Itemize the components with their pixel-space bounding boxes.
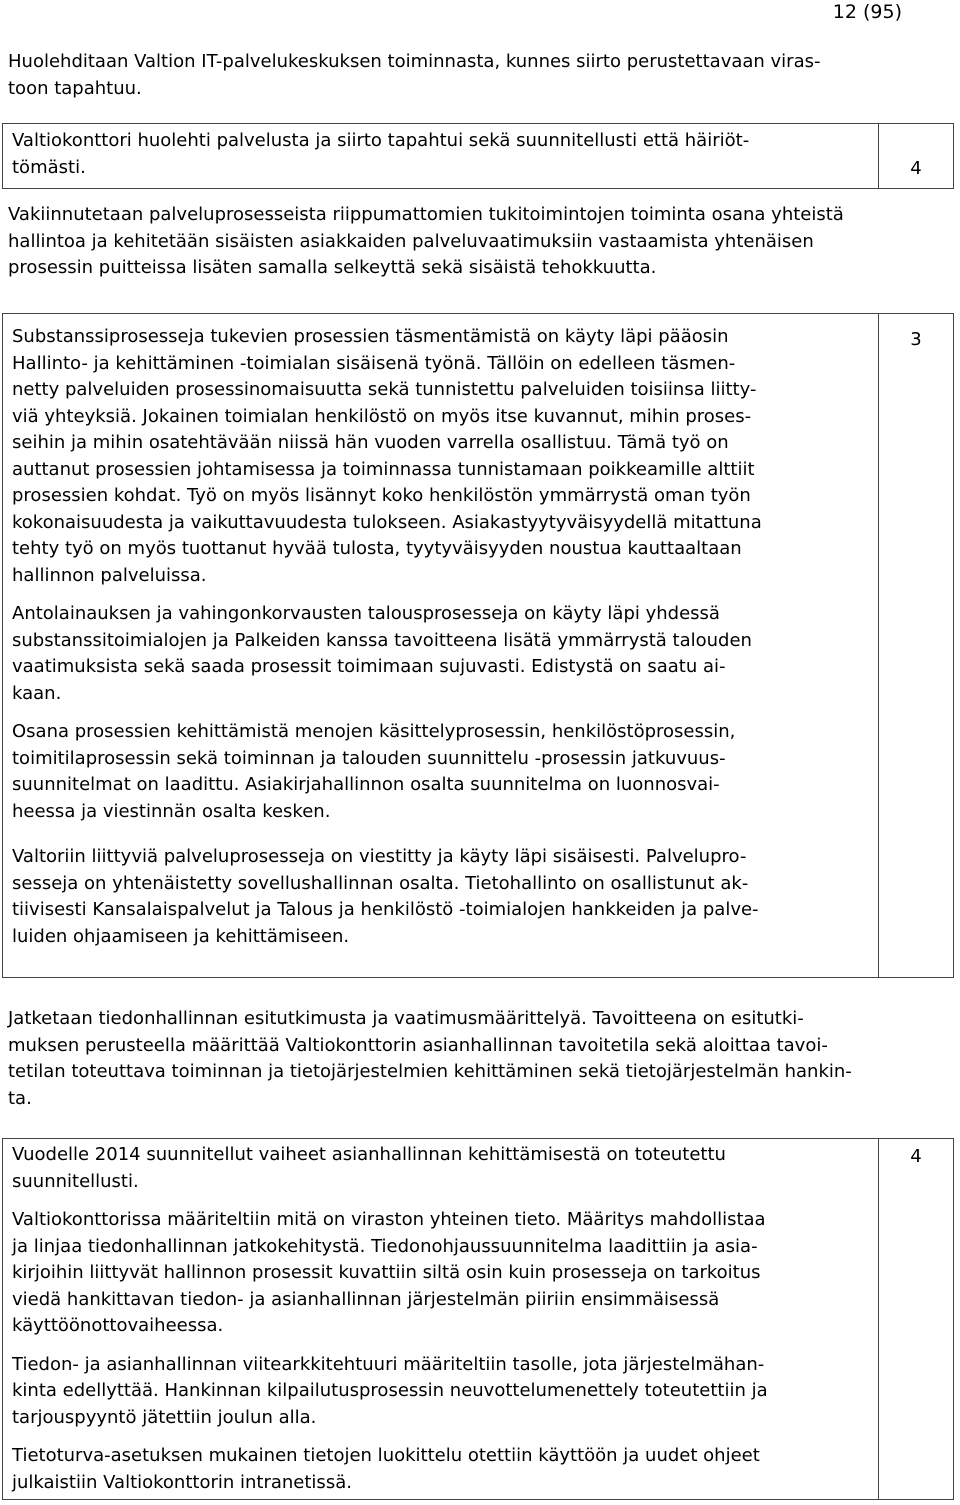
score-value: 3 — [910, 329, 922, 350]
goal-line: tetilan toteuttava toiminnan ja tietojärjestelmien kehittäminen sekä tietojärjestelmän hankin- — [8, 1061, 852, 1082]
text-line: Valtoriin liittyviä palveluprosesseja on viestitty ja käyty läpi sisäisesti. Palvelupro- — [12, 846, 747, 867]
text-line: viä yhteyksiä. Jokainen toimialan henkilöstö on myös itse kuvannut, mihin proses- — [12, 405, 752, 427]
text-line: luiden ohjaamiseen ja kehittämiseen. — [12, 925, 350, 947]
text-line: kokonaisuudesta ja vaikuttavuudesta tulokseen. Asiakastyytyväisyydellä mitattuna — [12, 511, 762, 533]
text-line: tehty työ on myös tuottanut hyvää tulosta, tyytyväisyyden noustua kauttaaltaan — [12, 538, 742, 559]
text-line: suunnitellusti. — [12, 1170, 139, 1192]
goal-line: prosessin puitteissa lisäten samalla selkeyttä sekä sisäistä tehokkuutta. — [8, 257, 657, 278]
text-line: julkaistiin Valtiokonttorin intranetissä. — [12, 1471, 352, 1493]
text-line: Vuodelle 2014 suunnitellut vaiheet asianhallinnan kehittämisestä on toteutettu — [12, 1144, 726, 1165]
score-cell — [879, 314, 953, 977]
assessment-row-3 — [2, 1138, 954, 1500]
intro-goal — [8, 49, 923, 102]
text-line: substanssitoimialojen ja Palkeiden kanssa tavoitteena lisätä ymmärrystä talouden — [12, 629, 752, 651]
goal-line: Jatketaan tiedonhallinnan esitutkimusta ja vaatimusmäärittelyä. Tavoitteena on esitutki- — [8, 1008, 804, 1029]
text-line: hallinnon palveluissa. — [12, 564, 207, 586]
score-cell — [879, 1139, 953, 1499]
text-line: Hallinto- ja kehittäminen -toimialan sisäisenä työnä. Tällöin on edelleen täsmen- — [12, 352, 736, 374]
text-line: vaatimuksista sekä saada prosessit toimimaan sujuvasti. Edistystä on saatu ai- — [12, 656, 726, 677]
text-line: toimitilaprosessin sekä toiminnan ja talouden suunnittelu -prosessin jatkuvuus- — [12, 747, 726, 769]
text-line: seihin ja mihin osatehtävään niissä hän vuoden varrella osallistuu. Tämä työ on — [12, 432, 729, 453]
goal-line: ta. — [8, 1087, 32, 1109]
text-line: auttanut prosessien johtamisessa ja toiminnassa tunnistamaan poikkeamille alttiit — [12, 458, 755, 480]
text-line: prosessien kohdat. Työ on myös lisännyt koko henkilöstön ymmärrystä oman työn — [12, 485, 751, 506]
text-line: Valtiokonttori huolehti palvelusta ja siirto tapahtui sekä suunnitellusti että häiriöt- — [12, 130, 750, 151]
goal-3 — [8, 1006, 943, 1112]
assessment-text — [3, 314, 879, 977]
text-line: kirjoihin liittyvät hallinnon prosessit kuvattiin siltä osin kuin prosesseja on tarkoitus — [12, 1262, 761, 1283]
goal-2 — [8, 202, 933, 282]
text-line: Valtiokonttorissa määriteltiin mitä on viraston yhteinen tieto. Määritys mahdollistaa — [12, 1209, 766, 1230]
text-line: Substanssiprosesseja tukevien prosessien täsmentämistä on käyty läpi pääosin — [12, 326, 729, 347]
text-line: tiivisesti Kansalaispalvelut ja Talous ja henkilöstö -toimialojen hankkeiden ja palve- — [12, 899, 759, 920]
text-line: ja linjaa tiedonhallinnan jatkokehitystä. Tiedonohjaussuunnitelma laadittiin ja asia- — [12, 1235, 758, 1257]
text-line: kaan. — [12, 682, 62, 704]
text-line: Osana prosessien kehittämistä menojen käsittelyprosessin, henkilöstöprosessin, — [12, 721, 736, 742]
score-value: 4 — [910, 1146, 922, 1167]
score-cell — [879, 124, 953, 188]
page-number: 12 (95) — [832, 1, 902, 23]
text-line: kinta edellyttää. Hankinnan kilpailutusprosessin neuvottelumenettely toteutettiin ja — [12, 1380, 768, 1401]
intro-line: toon tapahtuu. — [8, 77, 142, 99]
text-line: suunnitelmat on laadittu. Asiakirjahallinnon osalta suunnitelma on luonnosvai- — [12, 774, 720, 795]
text-line: Tiedon- ja asianhallinnan viitearkkitehtuuri määriteltiin tasolle, jota järjestelmähan- — [12, 1353, 765, 1375]
text-line: viedä hankittavan tiedon- ja asianhallinnan järjestelmän piiriin ensimmäisessä — [12, 1288, 720, 1310]
goal-line: hallintoa ja kehitetään sisäisten asiakkaiden palveluvaatimuksiin vastaamista yhtenäisen — [8, 230, 814, 252]
text-line: netty palveluiden prosessinomaisuutta sekä tunnistettu palveluiden toisiinsa liitty- — [12, 379, 757, 400]
assessment-text — [3, 124, 879, 188]
intro-line: Huolehditaan Valtion IT-palvelukeskuksen toiminnasta, kunnes siirto perustettavaan viras- — [8, 51, 821, 72]
assessment-row-2 — [2, 313, 954, 978]
text-line: sesseja on yhtenäistetty sovellushallinnan osalta. Tietohallinto on osallistunut ak- — [12, 872, 749, 894]
text-line: Antolainauksen ja vahingonkorvausten talousprosesseja on käyty läpi yhdessä — [12, 603, 720, 624]
goal-line: muksen perusteella määrittää Valtiokonttorin asianhallinnan tavoitetila sekä aloittaa tavoi- — [8, 1034, 828, 1056]
text-line: käyttöönottovaiheessa. — [12, 1315, 224, 1336]
text-line: tarjouspyyntö jätettiin joulun alla. — [12, 1406, 317, 1428]
score-value: 4 — [910, 158, 922, 179]
assessment-row-1 — [2, 123, 954, 189]
text-line: Tietoturva-asetuksen mukainen tietojen luokittelu otettiin käyttöön ja uudet ohjeet — [12, 1445, 760, 1466]
text-line: tömästi. — [12, 156, 86, 178]
text-line: heessa ja viestinnän osalta kesken. — [12, 800, 331, 822]
assessment-text — [3, 1139, 879, 1499]
goal-line: Vakiinnutetaan palveluprosesseista riippumattomien tukitoimintojen toiminta osana yhteistä — [8, 204, 844, 225]
